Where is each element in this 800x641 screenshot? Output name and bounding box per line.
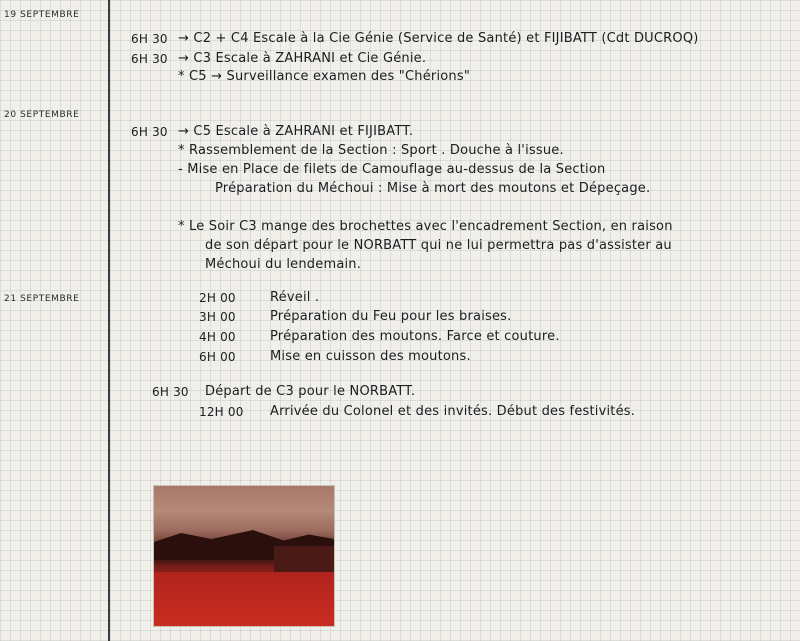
entry-text: Réveil . xyxy=(270,290,320,305)
entry-time: 6H 30 xyxy=(152,385,189,399)
entry-time: 12H 00 xyxy=(199,405,244,419)
entry-time: 6H 00 xyxy=(199,350,236,364)
entry-text: * Rassemblement de la Section : Sport . Douche à l'issue. xyxy=(178,143,564,158)
entry-text: * Le Soir C3 mange des brochettes avec l'encadrement Section, en raison xyxy=(178,219,673,234)
entry-text: → C2 + C4 Escale à la Cie Génie (Service de Santé) et FIJIBATT (Cdt DUCROQ) xyxy=(178,31,699,46)
entry-text: Départ de C3 pour le NORBATT. xyxy=(205,384,416,399)
entry-time: 6H 30 xyxy=(131,52,168,66)
entry-time: 6H 30 xyxy=(131,32,168,46)
entry-text: Mise en cuisson des moutons. xyxy=(270,349,471,364)
entry-text: de son départ pour le NORBATT qui ne lui permettra pas d'assister au xyxy=(205,238,672,253)
entry-text: - Mise en Place de filets de Camouflage au-dessus de la Section xyxy=(178,162,606,177)
entry-text: Préparation du Méchoui : Mise à mort des moutons et Dépeçage. xyxy=(215,181,651,196)
entry-time: 4H 00 xyxy=(199,330,236,344)
entry-time: 3H 00 xyxy=(199,310,236,324)
entry-text: Préparation du Feu pour les braises. xyxy=(270,309,512,324)
margin-line xyxy=(108,0,110,641)
date-label: 20 SEPTEMBRE xyxy=(4,110,80,120)
entry-text: Préparation des moutons. Farce et couture. xyxy=(270,329,560,344)
date-label: 19 SEPTEMBRE xyxy=(4,10,80,20)
photo-building xyxy=(274,546,334,572)
entry-text: Arrivée du Colonel et des invités. Début des festivités. xyxy=(270,404,636,419)
photo xyxy=(153,485,335,627)
photo-ground xyxy=(154,572,334,626)
entry-text: * C5 → Surveillance examen des "Chérions" xyxy=(178,69,470,84)
entry-text: Méchoui du lendemain. xyxy=(205,257,362,272)
entry-time: 6H 30 xyxy=(131,125,168,139)
entry-time: 2H 00 xyxy=(199,291,236,305)
entry-text: → C3 Escale à ZAHRANI et Cie Génie. xyxy=(178,51,427,66)
entry-text: → C5 Escale à ZAHRANI et FIJIBATT. xyxy=(178,124,414,139)
date-label: 21 SEPTEMBRE xyxy=(4,294,80,304)
